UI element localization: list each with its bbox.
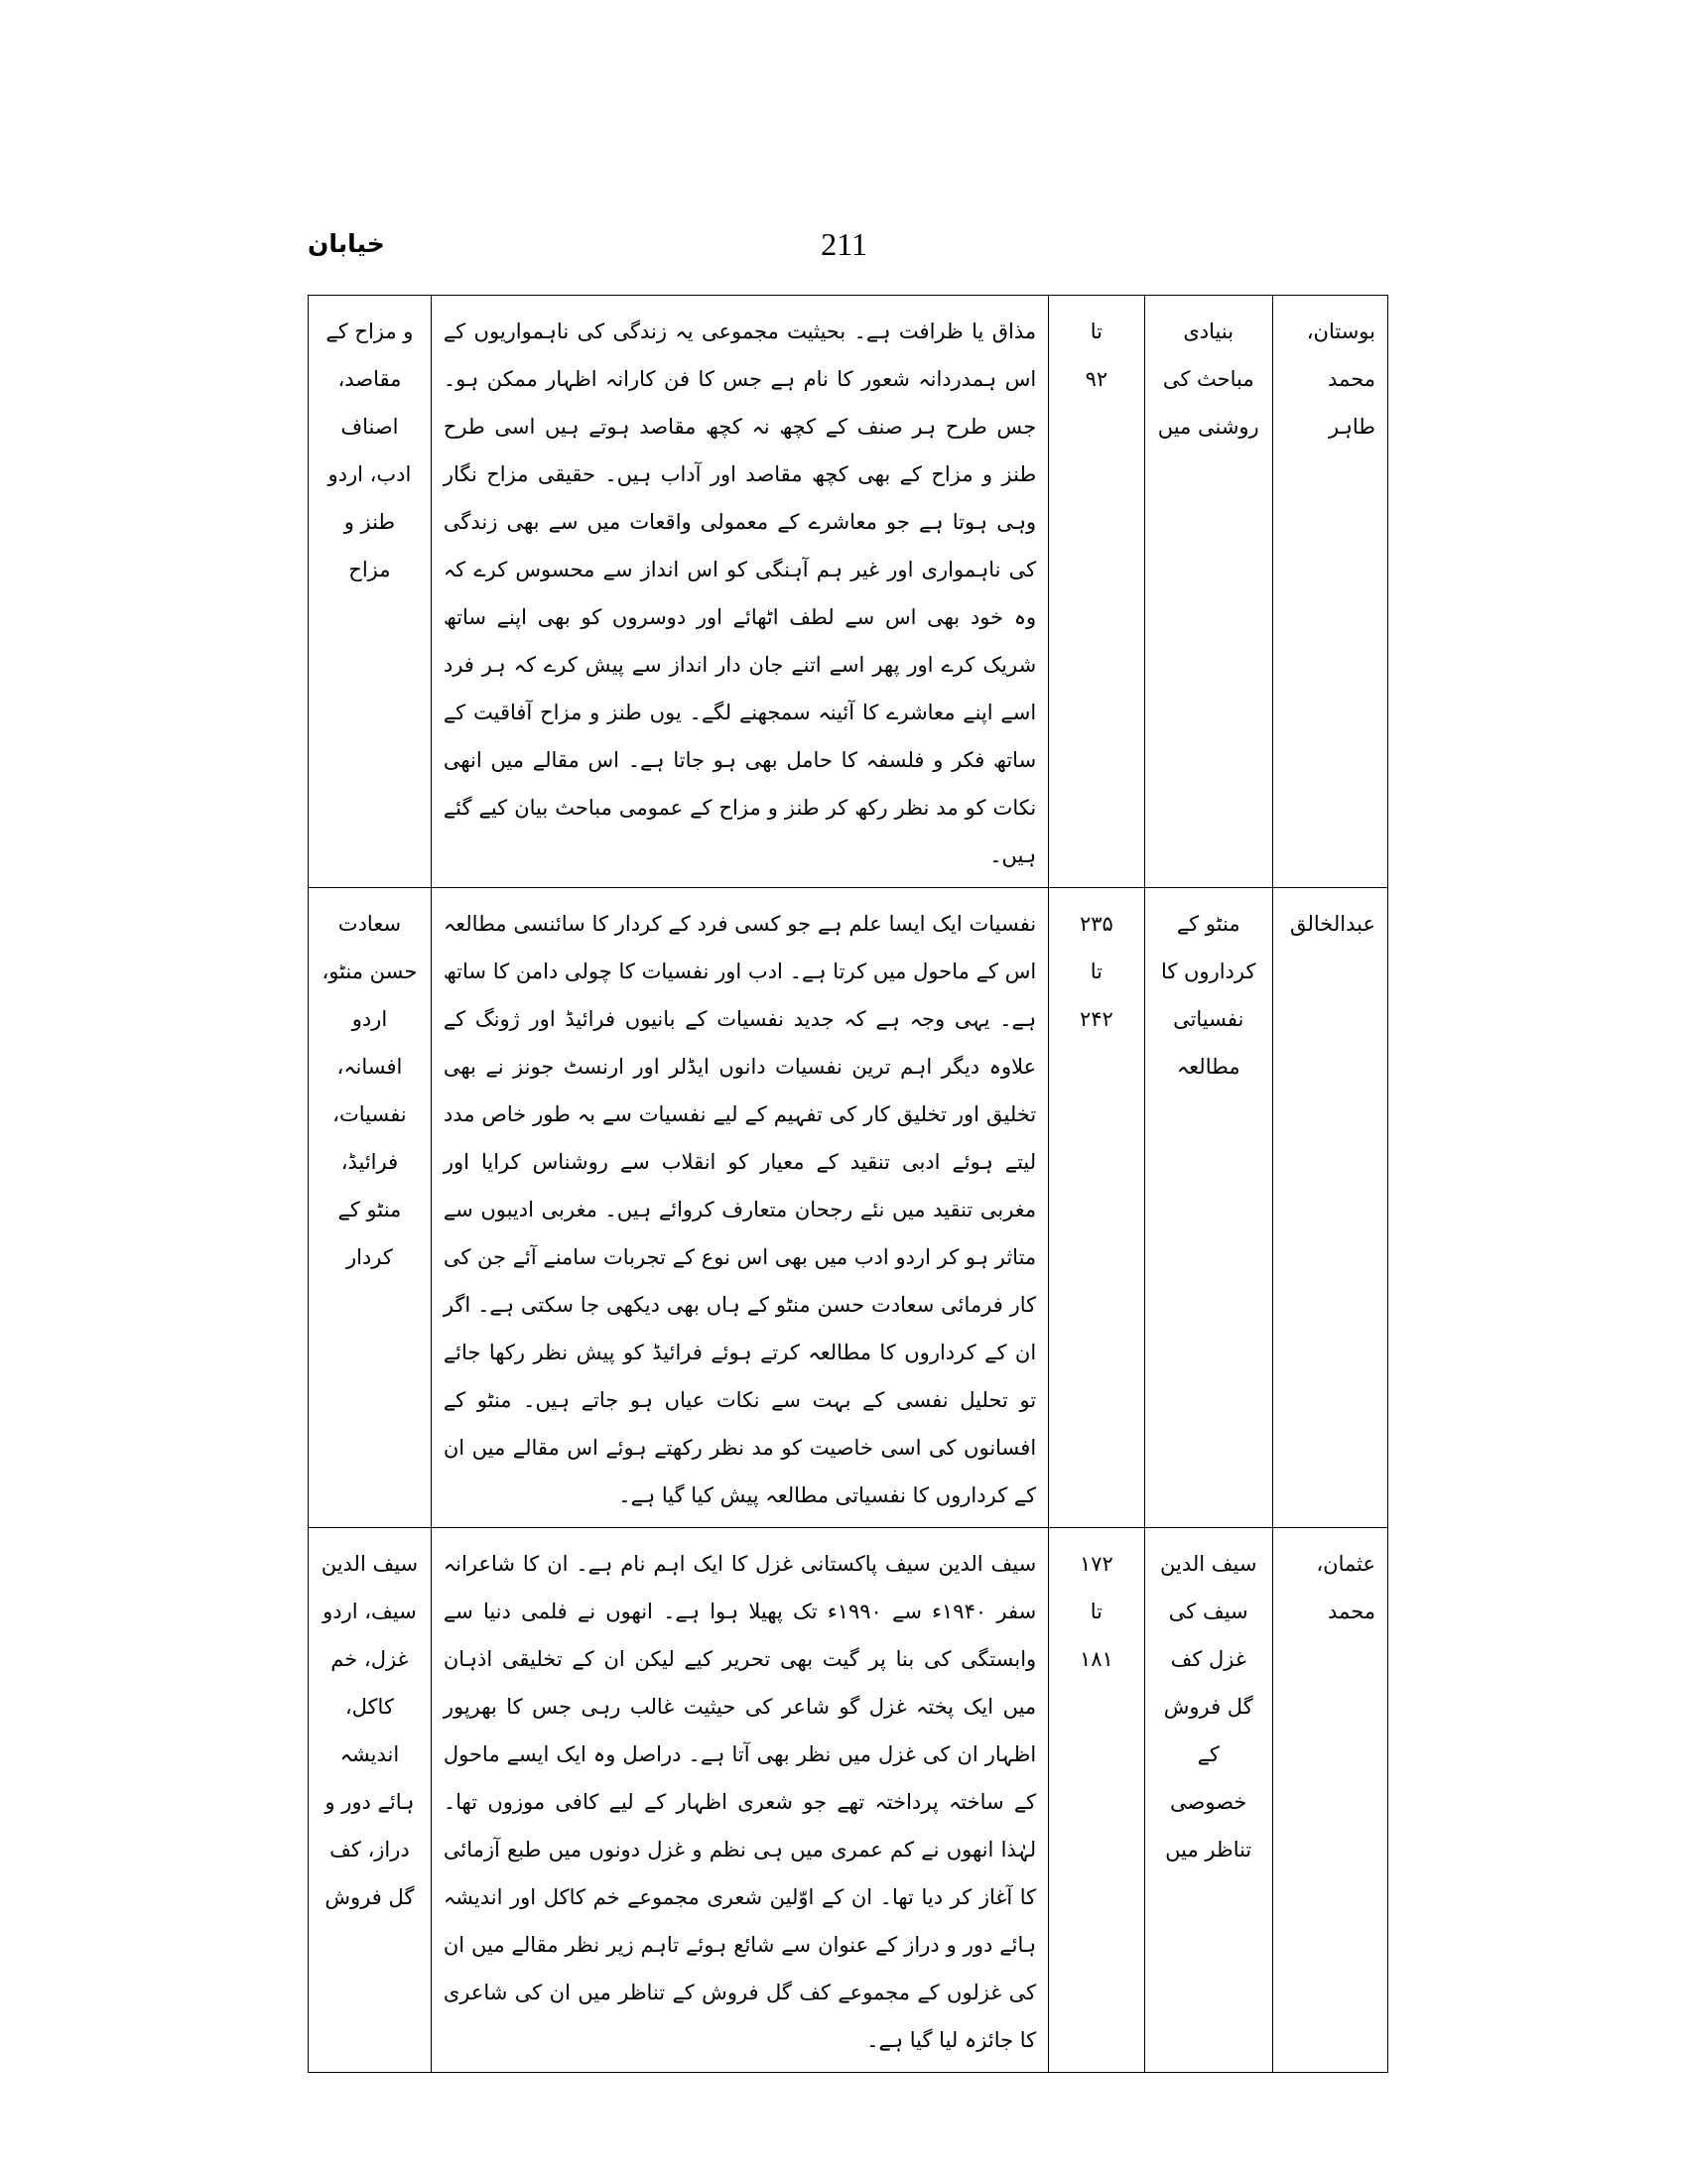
keywords-cell: و مزاح کے مقاصد، اصناف ادب، اردو طنز و مزاح xyxy=(309,296,432,888)
author-cell: عثمان، محمد xyxy=(1272,1528,1387,2073)
table-row xyxy=(309,1528,1388,2073)
pages-line: تا xyxy=(1090,320,1103,343)
keywords-cell: سعادت حسن منٹو، اردو افسانہ، نفسیات، فرائیڈ، منٹو کے کردار xyxy=(309,888,432,1528)
pages-cell xyxy=(1049,888,1144,1528)
table-row xyxy=(309,296,1388,888)
pages-line: تا xyxy=(1090,960,1103,983)
pages-line: ۱۸۱ xyxy=(1079,1647,1113,1671)
author-cell: عبدالخالق xyxy=(1272,888,1387,1528)
abstract-cell: مذاق یا ظرافت ہے۔ بحیثیت مجموعی یہ زندگی کی ناہمواریوں کے اس ہمدردانہ شعور کا نام ہے جس کا فن کارانہ اظہار ممکن ہو۔ جس طرح ہر صنف کے کچھ نہ کچھ مقاصد ہوتے ہیں اسی طرح طنز و مزاح کے بھی کچھ مقاصد اور آداب ہیں۔ حقیقی مزاح نگار وہی ہوتا ہے جو معاشرے کے معمولی واقعات میں سے بھی زندگی کی ناہمواری اور غیر ہم آہنگی کو اس انداز سے محسوس کرے کہ وہ خود بھی اس سے لطف اٹھائے اور دوسروں کو بھی اپنے ساتھ شریک کرے اور پھر اسے اتنے جان دار انداز سے پیش کرے کہ ہر فرد اسے اپنے معاشرے کا آئینہ سمجھنے لگے۔ یوں طنز و مزاح آفاقیت کے ساتھ فکر و فلسفہ کا حامل بھی ہو جاتا ہے۔ اس مقالے میں انھی نکات کو مد نظر رکھ کر طنز و مزاح کے عمومی مباحث بیان کیے گئے ہیں۔ xyxy=(431,296,1048,888)
title-cell: سیف الدین سیف کی غزل کف گل فروش کے خصوصی تناظر میں xyxy=(1144,1528,1272,2073)
pages-cell xyxy=(1049,1528,1144,2073)
pages-cell xyxy=(1049,296,1144,888)
pages-line: ۲۴۲ xyxy=(1079,1007,1113,1031)
table-row xyxy=(309,888,1388,1528)
page-number: 211 xyxy=(821,226,867,262)
pages-line: ۲۳۵ xyxy=(1079,912,1113,936)
keywords-cell: سیف الدین سیف، اردو غزل، خم کاکل، اندیشہ ہائے دور و دراز، کف گل فروش xyxy=(309,1528,432,2073)
abstract-cell: سیف الدین سیف پاکستانی غزل کا ایک اہم نام ہے۔ ان کا شاعرانہ سفر ۱۹۴۰ء سے ۱۹۹۰ء تک پھیلا ہوا ہے۔ انھوں نے فلمی دنیا سے وابستگی کی بنا پر گیت بھی تحریر کیے لیکن ان کے تخلیقی اذہان میں ایک پختہ غزل گو شاعر کی حیثیت غالب رہی جس کا بھرپور اظہار ان کی غزل میں نظر بھی آتا ہے۔ دراصل وہ ایک ایسے ماحول کے ساختہ پرداختہ تھے جو شعری اظہار کے لیے کافی موزوں تھا۔ لہٰذا انھوں نے کم عمری میں ہی نظم و غزل دونوں میں طبع آزمائی کا آغاز کر دیا تھا۔ ان کے اوّلین شعری مجموعے خم کاکل اور اندیشہ ہائے دور و دراز کے عنوان سے شائع ہوئے تاہم زیر نظر مقالے میں ان کی غزلوں کے مجموعے کف گل فروش کے تناظر میں ان کی شاعری کا جائزہ لیا گیا ہے۔ xyxy=(431,1528,1048,2073)
pages-line: ۹۲ xyxy=(1085,367,1108,391)
journal-title: خیابان xyxy=(308,229,385,258)
pages-line: تا xyxy=(1090,1600,1103,1623)
title-cell: منٹو کے کرداروں کا نفسیاتی مطالعہ xyxy=(1144,888,1272,1528)
articles-table xyxy=(308,295,1388,2073)
pages-line: ۱۷۲ xyxy=(1079,1552,1113,1576)
title-cell: بنیادی مباحث کی روشنی میں xyxy=(1144,296,1272,888)
author-cell: بوستان، محمد طاہر xyxy=(1272,296,1387,888)
abstract-cell: نفسیات ایک ایسا علم ہے جو کسی فرد کے کردار کا سائنسی مطالعہ اس کے ماحول میں کرتا ہے۔ ادب اور نفسیات کا چولی دامن کا ساتھ ہے۔ یہی وجہ ہے کہ جدید نفسیات کے بانیوں فرائیڈ اور ژونگ کے علاوہ دیگر اہم ترین نفسیات دانوں ایڈلر اور ارنسٹ جونز نے بھی تخلیق اور تخلیق کار کی تفہیم کے لیے نفسیات سے بہ طور خاص مدد لیتے ہوئے ادبی تنقید کے معیار کو انقلاب سے روشناس کرایا اور مغربی تنقید میں نئے رجحان متعارف کروائے ہیں۔ مغربی ادیبوں سے متاثر ہو کر اردو ادب میں بھی اس نوع کے تجربات سامنے آئے جن کی کار فرمائی سعادت حسن منٹو کے ہاں بھی دیکھی جا سکتی ہے۔ اگر ان کے کرداروں کا مطالعہ کرتے ہوئے فرائیڈ کو پیش نظر رکھا جائے تو تحلیل نفسی کے بہت سے نکات عیاں ہو جاتے ہیں۔ منٹو کے افسانوں کی اسی خاصیت کو مد نظر رکھتے ہوئے اس مقالے میں ان کے کرداروں کا نفسیاتی مطالعہ پیش کیا گیا ہے۔ xyxy=(431,888,1048,1528)
